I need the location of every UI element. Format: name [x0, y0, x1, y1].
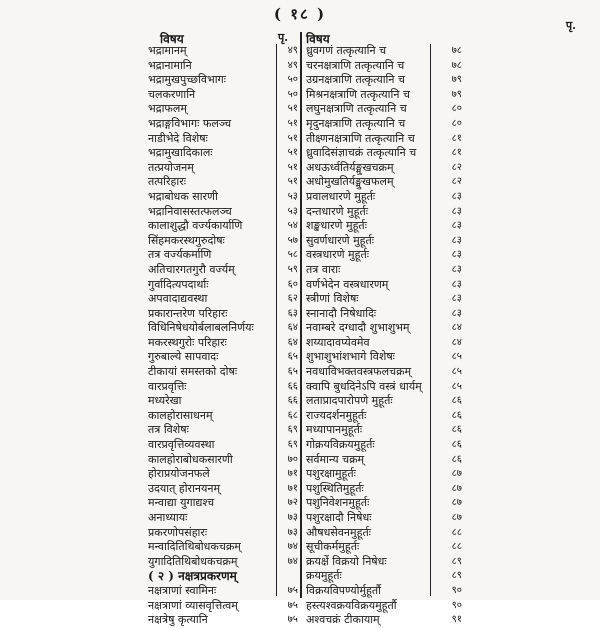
toc-entry-page: ६५	[287, 366, 298, 378]
toc-entry-page: ९०	[451, 599, 462, 611]
toc-entry-title: तत्र वाराः	[306, 262, 341, 276]
toc-entry-page: ७१	[287, 482, 298, 494]
toc-entry-title: अधऊर्ध्वतिर्यङ्मुखचक्रम्	[306, 160, 394, 174]
toc-entry-page: ६०	[287, 278, 298, 290]
toc-entry-page: ५१	[287, 147, 298, 159]
toc-entry-title: भद्रामुखपुच्छविभागः	[148, 73, 226, 87]
toc-entry	[148, 496, 298, 511]
toc-entry	[306, 190, 462, 205]
toc-entry-page: ८३	[451, 307, 462, 319]
toc-entry-title: शङ्खधारणे मुहूर्तः	[306, 219, 367, 233]
toc-entry-title: तत्र विशेषः	[148, 423, 189, 437]
toc-entry-page: ८७	[451, 512, 462, 523]
section-heading	[148, 569, 298, 584]
toc-entry-title: गुरुबाल्ये सापवादः	[148, 350, 219, 364]
toc-entry	[306, 467, 462, 482]
toc-entry-page: ५४	[287, 220, 298, 232]
toc-entry-title: नाडीभेदे विशेषः	[148, 131, 208, 145]
toc-entry-title: भद्राङ्गविभागः फलञ्च	[148, 116, 232, 130]
toc-entry-page: ५०	[287, 88, 298, 100]
toc-entry	[148, 175, 298, 190]
toc-entry-title: मिश्रनक्षत्राणि तत्कृत्यानि च	[306, 87, 410, 101]
toc-entry	[148, 453, 298, 468]
toc-entry-page: ५१	[287, 176, 298, 188]
toc-entry	[148, 526, 298, 541]
toc-entry-page: ८७	[451, 468, 462, 480]
toc-entry-title: ध्रुवादिसंज्ञाचक्रं तत्कृत्यानि च	[306, 146, 417, 160]
toc-entry-title: लघुनक्षत्राणि तत्कृत्यानि च	[306, 102, 407, 116]
toc-entry-page: ८५	[451, 380, 462, 392]
toc-entry-page: ५०	[287, 74, 298, 86]
toc-entry-title: गुर्वादित्यपदार्थाः	[148, 277, 209, 291]
toc-entry	[148, 584, 298, 599]
toc-entry	[148, 599, 298, 614]
toc-entry-page: ९०	[451, 584, 462, 596]
toc-entry-page: ८२	[451, 161, 462, 173]
toc-entry-title: वर्णभेदेन वस्त्रधारणम्	[306, 277, 389, 291]
toc-entry-title: प्रकारान्तरेण परिहारः	[148, 306, 228, 320]
toc-entry-title: भद्राफलम्	[148, 102, 187, 116]
toc-entry-page: ६४	[287, 336, 298, 348]
toc-entry	[306, 599, 462, 614]
toc-entry	[148, 409, 298, 424]
toc-entry-title: प्रकरणोपसंहारः	[148, 525, 208, 539]
toc-entry	[148, 321, 298, 336]
toc-entry-title: उदयात् होरानयनम्	[148, 481, 221, 495]
toc-entry	[306, 44, 462, 59]
toc-entry	[148, 88, 298, 103]
toc-entry-title: सूचीकर्ममुहूर्तः	[306, 540, 360, 554]
toc-entry-title: पशुरक्षादौ निषेधः	[306, 511, 372, 524]
toc-entry-title: राज्यदर्शनमुहूर्तः	[306, 408, 367, 422]
toc-entry-page: ७२	[287, 497, 298, 509]
toc-entry	[148, 73, 298, 88]
toc-entry-page: ५१	[287, 161, 298, 173]
left-heading-vishaya: विषय	[160, 32, 184, 46]
toc-entry-page: ८४	[451, 322, 462, 334]
toc-entry-title: नक्षत्राणां स्वामिनः	[148, 583, 217, 597]
toc-entry	[148, 102, 298, 117]
toc-entry	[306, 336, 462, 351]
toc-entry-page: ८०	[451, 117, 462, 129]
right-page-heading: पृ.	[565, 19, 576, 32]
toc-entry-title: वस्त्रधारणे मुहूर्तः	[306, 248, 369, 262]
toc-entry-page: ६६	[287, 395, 298, 407]
toc-entry	[306, 453, 462, 468]
toc-entry-title: प्रवालधारणे मुहूर्तः	[306, 189, 376, 203]
toc-entry	[148, 350, 298, 365]
toc-entry	[148, 248, 298, 263]
toc-entry-title: कालहोराबोधकसारणी	[148, 452, 233, 466]
toc-entry	[306, 132, 462, 147]
toc-entry	[306, 73, 462, 88]
toc-entry	[306, 263, 462, 278]
toc-entry-title: चरनक्षत्राणि तत्कृत्यानि च	[306, 58, 405, 72]
toc-entry-page: ५१	[287, 117, 298, 129]
toc-entry	[148, 394, 298, 409]
toc-entry	[306, 423, 462, 438]
toc-entry	[306, 248, 462, 263]
toc-entry-page: ७१	[287, 468, 298, 480]
toc-entry-title: विक्रयविपण्योर्मुहूर्तौ	[306, 583, 381, 597]
toc-entry	[148, 190, 298, 205]
toc-entry-title: भद्रानामानि	[148, 58, 192, 72]
toc-entry-page: ७५	[287, 584, 298, 596]
toc-entry	[148, 205, 298, 220]
toc-entry	[148, 117, 298, 132]
toc-entry	[306, 613, 462, 628]
toc-entry	[148, 482, 298, 497]
toc-entry	[306, 292, 462, 307]
toc-entry	[148, 278, 298, 293]
toc-entry-title: तत्प्रयोजनम्	[148, 160, 194, 174]
toc-entry-page: ५८	[287, 249, 298, 261]
toc-entry-page: ७८	[451, 59, 462, 71]
toc-entry-title: तत्परिहारः	[148, 175, 186, 189]
toc-entry-title: उग्रनक्षत्राणि तत्कृत्यानि च	[306, 73, 405, 87]
left-heading-page: पृ.	[278, 31, 289, 44]
toc-entry-title: मृदुनक्षत्राणि तत्कृत्यानि च	[306, 116, 406, 130]
toc-entry-page: ७०	[287, 453, 298, 465]
toc-entry	[148, 59, 298, 74]
toc-entry-page: ७९	[451, 74, 462, 86]
toc-entry	[306, 59, 462, 74]
toc-entry-page: ६२	[287, 293, 298, 305]
toc-entry	[306, 350, 462, 365]
toc-entry-title: क्वापि बुधदिनेऽपि वस्त्रं धार्यम्	[306, 379, 422, 393]
toc-entry	[148, 336, 298, 351]
toc-entry-page: ७८	[451, 45, 462, 56]
toc-entry-page: ८६	[451, 439, 462, 451]
toc-entry-title: मन्वादितिथिबोधकचक्रम्	[148, 540, 241, 554]
toc-entry	[306, 511, 462, 526]
toc-entry-page: ८४	[451, 336, 462, 348]
toc-entry-page: ८३	[451, 293, 462, 305]
toc-entry-title: नवधाविभक्तवस्त्रफलचक्रम्	[306, 365, 412, 379]
toc-entry-page: ८३	[451, 278, 462, 290]
toc-entry-title: होराप्रयोजनफले	[148, 467, 210, 481]
toc-entry-page: ५१	[287, 132, 298, 144]
toc-entry	[148, 44, 298, 59]
toc-entry	[306, 380, 462, 395]
toc-entry-page: ८५	[451, 351, 462, 363]
toc-entry	[148, 132, 298, 147]
toc-entry	[306, 584, 462, 599]
toc-entry	[306, 394, 462, 409]
toc-entry-page: ८२	[451, 176, 462, 188]
toc-entry-page: ६६	[287, 380, 298, 392]
toc-entry-page: ८०	[451, 103, 462, 115]
toc-entry-page: ८३	[451, 263, 462, 275]
toc-entry-page: ५७	[287, 234, 298, 246]
toc-entry-page: ७३	[287, 526, 298, 538]
toc-entry	[306, 569, 462, 584]
toc-entry-page: ५३	[287, 205, 298, 217]
toc-entry-title: मन्वाद्या युगाद्यश्च	[148, 496, 215, 510]
toc-entry-title: तीक्ष्णनक्षत्राणि तत्कृत्यानि च	[306, 131, 415, 145]
toc-entry-title: ध्रुवगणं तत्कृत्यानि च	[306, 44, 387, 57]
toc-entry-title: स्नानादौ निषेधादिः	[306, 306, 377, 320]
toc-entry-page: ८६	[451, 453, 462, 465]
toc-entry-title: हस्त्यश्वक्रयविक्रयमुहूर्तौ	[306, 598, 397, 612]
toc-entry-title: सुवर्णधारणे मुहूर्तः	[306, 233, 374, 247]
toc-entry-page: ७३	[287, 512, 298, 523]
toc-entry-page: ४९	[287, 59, 298, 71]
toc-entry	[148, 307, 298, 322]
toc-entry-title: शय्यादावप्येवमेव	[306, 335, 370, 349]
toc-entry-page: ८९	[451, 570, 462, 582]
toc-entry-page: ८३	[451, 220, 462, 232]
toc-entry-title: सिंहमकरस्थगुरुदोषः	[148, 233, 225, 247]
toc-entry-page: ६८	[287, 409, 298, 421]
toc-entry-page: ५१	[287, 103, 298, 115]
toc-entry	[148, 555, 298, 570]
toc-entry-page: ८३	[451, 205, 462, 217]
toc-entry-page: ५३	[287, 190, 298, 202]
toc-entry-title: अधोमुखतिर्यङ्मुखफलम्	[306, 175, 394, 189]
toc-entry-title: टीकायां समस्तको दोषः	[148, 365, 238, 379]
toc-entry-title: मकरस्थगुरोः परिहारः	[148, 335, 227, 349]
toc-entry	[148, 511, 298, 526]
toc-entry-page: ८८	[451, 541, 462, 553]
toc-entry-page: ७५	[287, 599, 298, 611]
toc-entry-page: ८१	[451, 132, 462, 144]
toc-entry-page: ९१	[451, 614, 462, 626]
toc-entry-title: अनाध्यायः	[148, 511, 188, 524]
toc-entry-title: नक्षत्रेषु कृत्यानि	[148, 613, 208, 627]
toc-entry-title: विधिनिषेधयोर्बलाबलनिर्णयः	[148, 321, 254, 335]
toc-entry-page: ७५	[287, 614, 298, 626]
toc-entry	[306, 482, 462, 497]
toc-entry-page: ६४	[287, 322, 298, 334]
toc-entry-title: शुभाशुभांशभागे विशेषः	[306, 350, 395, 364]
toc-entry-page: ५९	[287, 263, 298, 275]
toc-entry	[306, 219, 462, 234]
toc-entry-title: गोक्रयविक्रयमुहूर्तः	[306, 438, 375, 452]
toc-entry-title: मध्यापानमुहूर्तः	[306, 423, 363, 437]
toc-entry-page: ८३	[451, 234, 462, 246]
toc-entry-page: ८५	[451, 366, 462, 378]
toc-entry-title: क्रयमुहूर्तः	[306, 569, 342, 583]
toc-entry-page: ८९	[451, 555, 462, 567]
toc-entry-page: ६३	[287, 307, 298, 319]
toc-entry-title: पशुनिवेशनमुहूर्तः	[306, 496, 370, 510]
toc-entry-page: ८६	[451, 424, 462, 436]
toc-entry	[306, 161, 462, 176]
toc-entry-page: ८७	[451, 482, 462, 494]
toc-entry	[148, 161, 298, 176]
toc-entry	[306, 175, 462, 190]
toc-entry-title: पशुस्थितिमुहूर्तः	[306, 481, 364, 495]
toc-entry-page: ७४	[287, 555, 298, 567]
toc-entry-page: ४९	[287, 45, 298, 56]
toc-entry-title: युगादितिथिबोधकचक्रम्	[148, 554, 238, 568]
toc-entry	[148, 365, 298, 380]
toc-entry-title: वारप्रवृत्तिव्यवस्था	[148, 438, 215, 452]
toc-entry	[148, 263, 298, 278]
toc-entry-title: वारप्रवृत्तिः	[148, 379, 187, 393]
toc-entry	[306, 409, 462, 424]
toc-entry-page: ८३	[451, 249, 462, 261]
toc-entry-title: भद्रामुखादिकालः	[148, 146, 213, 160]
toc-entry-title: औषधसेवनमुहूर्तः	[306, 525, 371, 539]
toc-entry	[148, 438, 298, 453]
toc-entry	[306, 88, 462, 103]
toc-entry	[148, 219, 298, 234]
toc-entry-title: नवाम्बरे दग्धादौ शुभाशुभम्	[306, 321, 410, 335]
toc-entry	[306, 438, 462, 453]
toc-entry	[306, 321, 462, 336]
toc-entry-page: ८१	[451, 147, 462, 159]
toc-entry-title: कालहोरासाधनम्	[148, 408, 213, 422]
toc-entry	[306, 234, 462, 249]
toc-entry-title: भद्राबोधक सारणी	[148, 189, 218, 203]
toc-entry	[306, 307, 462, 322]
toc-entry	[148, 423, 298, 438]
toc-entry-page: ८८	[451, 526, 462, 538]
toc-entry	[148, 146, 298, 161]
toc-entry	[148, 540, 298, 555]
toc-entry	[306, 205, 462, 220]
toc-entry-title: तत्र वर्ज्यकर्माणि	[148, 248, 212, 262]
toc-entry	[148, 234, 298, 249]
toc-entry-page: ६५	[287, 351, 298, 363]
toc-entry-page: ६९	[287, 439, 298, 451]
toc-entry	[306, 526, 462, 541]
right-heading-vishaya: विषय	[306, 32, 330, 46]
toc-entry	[148, 467, 298, 482]
toc-entry-title: क्रयर्क्षे विक्रयो निषेधः	[306, 554, 387, 568]
toc-entry-page: ७४	[287, 541, 298, 553]
toc-entry	[148, 380, 298, 395]
toc-entry	[148, 292, 298, 307]
toc-entry	[306, 146, 462, 161]
toc-entry-title: भद्रानिवासस्तत्फलञ्च	[148, 204, 232, 218]
toc-entry-title: अश्वचक्रं टीकायाम्	[306, 613, 380, 627]
toc-entry-title: ( २ ) नक्षत्रप्रकरणम्	[148, 569, 237, 584]
page-number: ( १८ )	[273, 5, 327, 23]
toc-entry	[306, 117, 462, 132]
toc-entry-title: चलकरणानि	[148, 87, 196, 101]
toc-entry-title: अपवादाद्यवस्था	[148, 292, 208, 306]
toc-entry-title: स्त्रीणां विशेषः	[306, 292, 359, 306]
toc-entry	[306, 496, 462, 511]
toc-entry	[306, 555, 462, 570]
toc-entry-title: अतिचारगतगुरौ वर्ज्यम्	[148, 262, 235, 276]
toc-entry-page: ८७	[451, 497, 462, 509]
toc-entry	[306, 540, 462, 555]
toc-entry	[306, 102, 462, 117]
toc-entry-title: लताप्रादपारोपणे मुहूर्तः	[306, 394, 393, 408]
toc-entry-title: सर्वमान्य चक्रम्	[306, 452, 365, 466]
toc-entry-page: ८६	[451, 409, 462, 421]
toc-entry-page: ८६	[451, 395, 462, 407]
right-toc-column	[306, 44, 462, 628]
toc-entry-page: ८३	[451, 190, 462, 202]
toc-entry-title: मध्यरेखा	[148, 394, 182, 408]
left-toc-column	[148, 44, 298, 628]
toc-entry-title: कालाशुद्धौ वर्ज्यकार्याणि	[148, 219, 243, 233]
column-divider	[300, 32, 302, 598]
toc-entry	[306, 365, 462, 380]
toc-entry	[148, 613, 298, 628]
toc-entry-title: पशुरक्षामुहूर्तः	[306, 467, 356, 481]
toc-entry-title: दन्तधारणे मुहूर्तः	[306, 204, 368, 218]
toc-entry-title: भद्रामानम्	[148, 44, 187, 57]
toc-entry-page: ७९	[451, 88, 462, 100]
toc-entry-page: ६९	[287, 424, 298, 436]
toc-entry	[306, 278, 462, 293]
toc-entry-title: नक्षत्राणां व्यासवृत्तित्वम्	[148, 598, 238, 612]
